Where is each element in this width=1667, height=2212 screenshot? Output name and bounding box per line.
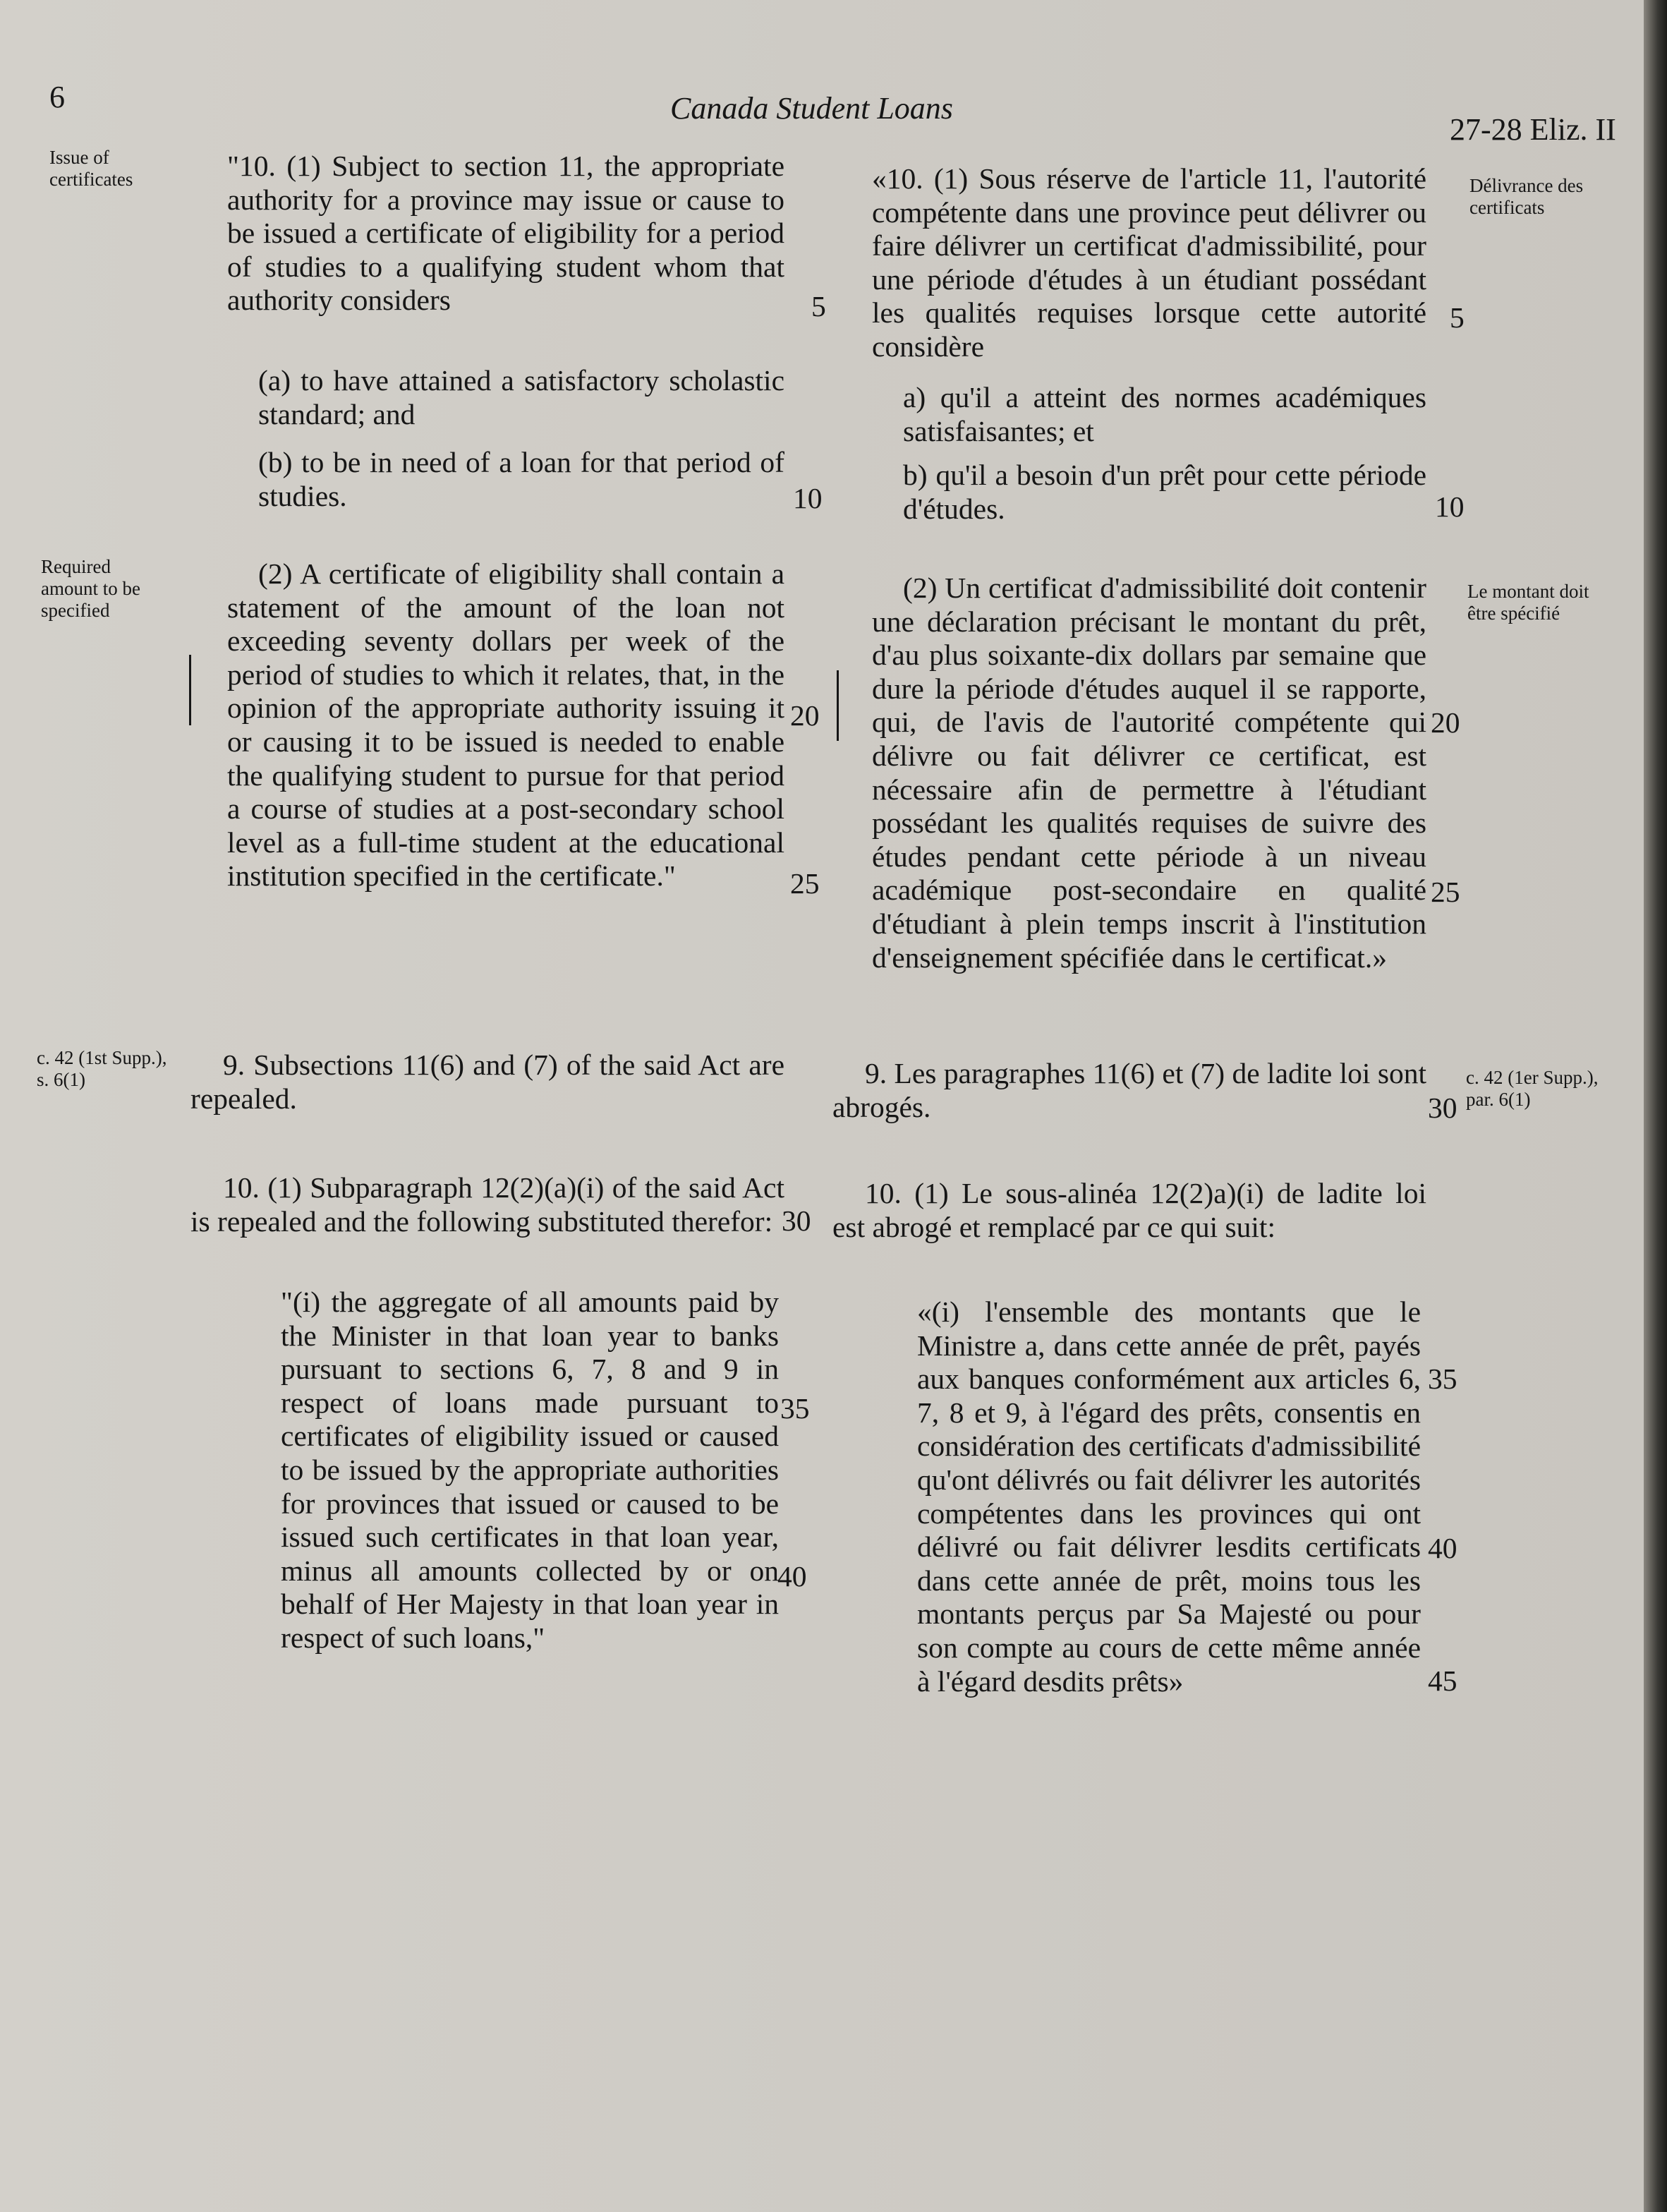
revision-bar-middle bbox=[837, 670, 839, 741]
margin-note-repeal-fr: c. 42 (1er Supp.), par. 6(1) bbox=[1466, 1067, 1599, 1110]
margin-note-repeal-en: c. 42 (1st Supp.), s. 6(1) bbox=[37, 1047, 167, 1090]
fr-section-10-1-b: b) qu'il a besoin d'un prêt pour cette période d'études. bbox=[903, 459, 1426, 525]
fr-section-10-2: (2) Un certificat d'admissibilité doit contenir une déclaration précisant le montant du prêt, d'au plus soixante-dix dollars par semaine que dure la période d'études auquel il se rapporte, qui, de l'avis de l'autorité compétente qui délivre ou fait délivrer ce certificat, est nécessaire afin de permettre à l'étudiant possédant les qualités requises de suivre des études pendant cette période à un niveau académique post-secondaire en qualité d'étudiant à plein temps inscrit à l'institution d'enseignement spécifiée dans le certificat.» bbox=[872, 572, 1426, 974]
line-number-5: 5 bbox=[811, 290, 826, 322]
margin-note-issue-fr: Délivrance des certificats bbox=[1469, 175, 1584, 218]
line-number-30: 30 bbox=[782, 1204, 811, 1237]
line-number-fr-10: 10 bbox=[1435, 490, 1465, 523]
fr-clause-10-quote: «(i) l'ensemble des montants que le Ministre a, dans cette année de prêt, payés aux banques conformément aux articles 6, 7, 8 et 9, à l'égard des prêts, consentis en considération des certificats d'admissibilité qu'ont délivrés ou fait délivrer les autorités compétentes dans les provinces qui ont délivré ou fait délivrer lesdits certificats dans cette année de prêt, moins tous les montants perçus par Sa Majesté ou pour son compte au cours de cette même année à l'égard desdits prêts» bbox=[917, 1295, 1421, 1698]
en-section-10-2: (2) A certificate of eligibility shall contain a statement of the amount of the loan not exceeding seventy dollars per week of the period of studies to which it relates, that, in the opinion of the appropriate authority issuing it or causing it to be issued is needed to enable the qualifying student to pursue for that period a course of studies at a post-secondary school level as a full-time student at the educational institution specified in the certificate." bbox=[227, 557, 784, 893]
line-number-fr-45: 45 bbox=[1428, 1664, 1457, 1697]
en-section-10-1-b: (b) to be in need of a loan for that period of studies. bbox=[258, 446, 784, 512]
fr-clause-9: 9. Les paragraphes 11(6) et (7) de ladite loi sont abrogés. bbox=[832, 1057, 1426, 1123]
en-section-10-1-a: (a) to have attained a satisfactory scholastic standard; and bbox=[258, 364, 784, 430]
fr-section-10-1: «10. (1) Sous réserve de l'article 11, l'autorité compétente dans une province peut délivrer ou faire délivrer un certificat d'admissibilité, pour une période d'études à un étudiant possédant les qualités requises lorsque cette autorité considère bbox=[872, 162, 1426, 363]
line-number-fr-25: 25 bbox=[1431, 876, 1460, 908]
en-clause-10: 10. (1) Subparagraph 12(2)(a)(i) of the said Act is repealed and the following substituted therefor: bbox=[190, 1171, 784, 1238]
en-clause-9: 9. Subsections 11(6) and (7) of the said Act are repealed. bbox=[190, 1048, 784, 1115]
line-number-20: 20 bbox=[790, 699, 820, 732]
en-clause-10-quote: "(i) the aggregate of all amounts paid by the Minister in that loan year to banks pursuant to sections 6, 7, 8 and 9 in respect of loans made pursuant to certificates of eligibility issued or caused to be issued by the appropriate authorities for provinces that issued or caused to be issued such certificates in that loan year, minus all amounts collected by or on behalf of Her Majesty in that loan year in respect of such loans," bbox=[281, 1286, 779, 1654]
line-number-10: 10 bbox=[793, 482, 823, 514]
margin-note-required-fr: Le montant doit être spécifié bbox=[1467, 581, 1589, 624]
running-title: Canada Student Loans bbox=[670, 91, 953, 126]
fr-clause-10: 10. (1) Le sous-alinéa 12(2)a)(i) de ladite loi est abrogé et remplacé par ce qui suit: bbox=[832, 1177, 1426, 1243]
volume-reference: 27-28 Eliz. II bbox=[1450, 112, 1616, 147]
line-number-25: 25 bbox=[790, 867, 820, 900]
page-number: 6 bbox=[49, 80, 65, 114]
line-number-fr-40: 40 bbox=[1428, 1532, 1457, 1564]
line-number-35: 35 bbox=[780, 1392, 810, 1425]
line-number-fr-30: 30 bbox=[1428, 1092, 1457, 1124]
line-number-40: 40 bbox=[777, 1560, 807, 1592]
en-section-10-1: "10. (1) Subject to section 11, the appropriate authority for a province may issue or cause to be issued a certificate of eligibility for a period of studies to a qualifying student whom that authority considers bbox=[227, 150, 784, 317]
line-number-fr-20: 20 bbox=[1431, 706, 1460, 739]
line-number-fr-5: 5 bbox=[1450, 301, 1465, 334]
margin-note-issue-en: Issue of certificates bbox=[49, 147, 133, 190]
revision-bar-left bbox=[189, 655, 191, 725]
margin-note-required-en: Required amount to be specified bbox=[41, 556, 140, 621]
book-spine-shadow bbox=[1644, 0, 1667, 2212]
line-number-fr-35: 35 bbox=[1428, 1362, 1457, 1395]
fr-section-10-1-a: a) qu'il a atteint des normes académiques satisfaisantes; et bbox=[903, 381, 1426, 447]
